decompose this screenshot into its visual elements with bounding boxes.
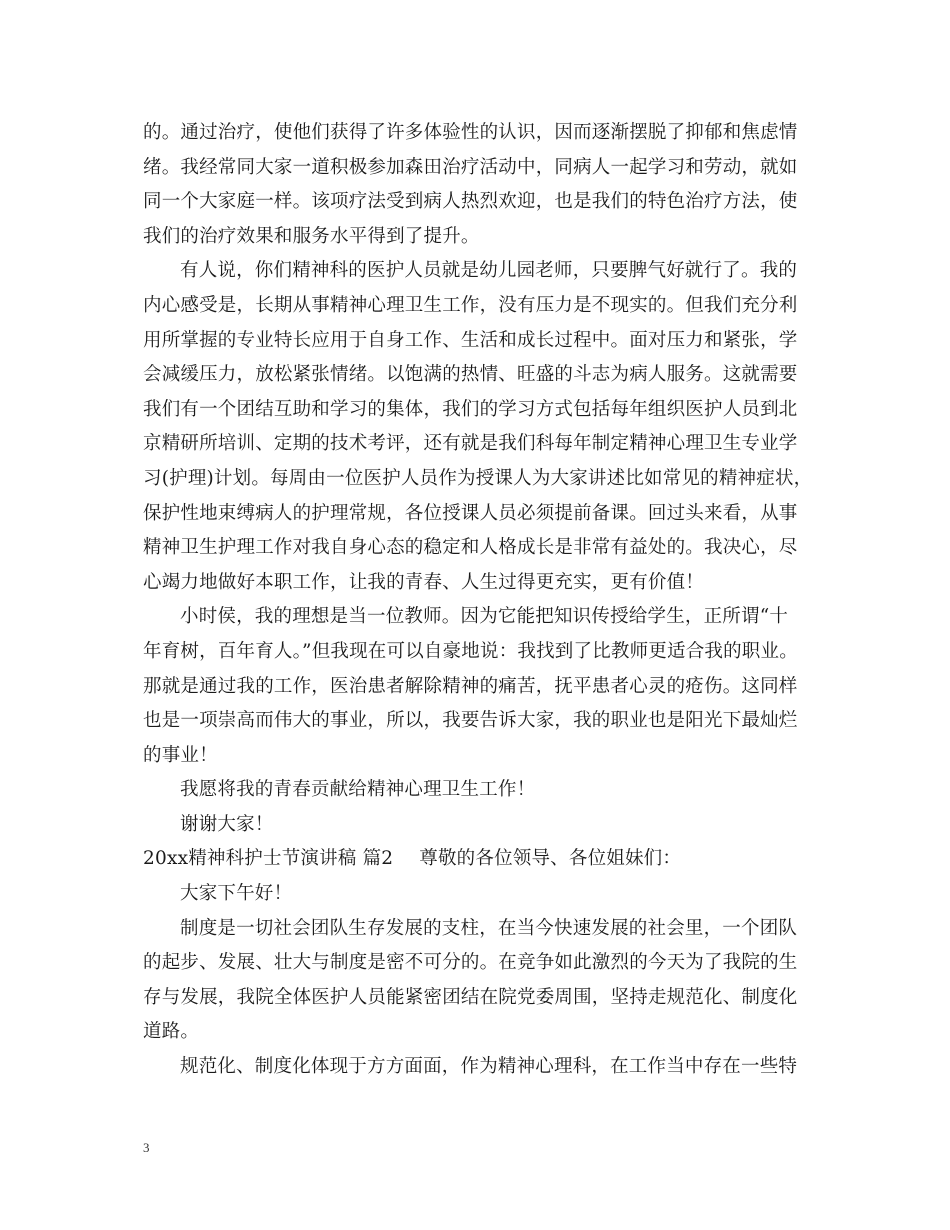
text-line: 内心感受是，长期从事精神心理卫生工作，没有压力是不现实的。但我们充分利 bbox=[143, 294, 798, 316]
text-line: 年育树，百年育人。”但我现在可以自豪地说：我找到了比教师更适合我的职业。 bbox=[143, 640, 798, 662]
text-line: 精神卫生护理工作对我自身心态的稳定和人格成长是非常有益处的。我决心，尽 bbox=[143, 537, 798, 559]
text-line: 我愿将我的青春贡献给精神心理卫生工作！ bbox=[180, 779, 536, 801]
text-line: 谢谢大家！ bbox=[180, 813, 274, 835]
text-line: 会减缓压力，放松紧张情绪。以饱满的热情、旺盛的斗志为病人服务。这就需要 bbox=[143, 364, 798, 386]
body-text bbox=[143, 116, 823, 1085]
text-line: 道路。 bbox=[143, 1021, 200, 1043]
text-line: 大家下午好！ bbox=[180, 883, 293, 905]
text-line: 习(护理)计划。每周由一位医护人员作为授课人为大家讲述比如常见的精神症状， bbox=[143, 467, 813, 489]
text-line: 我们的治疗效果和服务水平得到了提升。 bbox=[143, 225, 480, 247]
text-line: 制度是一切社会团队生存发展的支柱，在当今快速发展的社会里，一个团队 bbox=[180, 917, 798, 939]
text-line: 小时侯，我的理想是当一位教师。因为它能把知识传授给学生，正所谓“十 bbox=[180, 606, 789, 628]
text-line: 有人说，你们精神科的医护人员就是幼儿园老师，只要脾气好就行了。我的 bbox=[180, 260, 798, 282]
text-line: 也是一项崇高而伟大的事业，所以，我要告诉大家，我的职业也是阳光下最灿烂 bbox=[143, 710, 798, 732]
page-number: 3 bbox=[143, 1140, 150, 1155]
text-line: 京精研所培训、定期的技术考评，还有就是我们科每年制定精神心理卫生专业学 bbox=[143, 433, 798, 455]
section-title: 20xx精神科护士节演讲稿 篇2 bbox=[143, 848, 394, 870]
text-line: 的事业！ bbox=[143, 744, 218, 766]
text-line: 的起步、发展、壮大与制度是密不可分的。在竞争如此激烈的今天为了我院的生 bbox=[143, 952, 798, 974]
text-line: 心竭力地做好本职工作，让我的青春、人生过得更充实，更有价值！ bbox=[143, 571, 705, 593]
text-line: 我们有一个团结互助和学习的集体，我们的学习方式包括每年组织医护人员到北 bbox=[143, 398, 798, 420]
text-line: 同一个大家庭一样。该项疗法受到病人热烈欢迎，也是我们的特色治疗方法，使 bbox=[143, 191, 798, 213]
section-heading bbox=[143, 842, 823, 877]
text-line: 绪。我经常同大家一道积极参加森田治疗活动中，同病人一起学习和劳动，就如 bbox=[143, 156, 798, 178]
greeting: 尊敬的各位领导、各位姐妹们： bbox=[419, 848, 682, 870]
text-line: 用所掌握的专业特长应用于自身工作、生活和成长过程中。面对压力和紧张，学 bbox=[143, 329, 798, 351]
text-line: 规范化、制度化体现于方方面面，作为精神心理科，在工作当中存在一些特 bbox=[180, 1056, 798, 1078]
text-line: 存与发展，我院全体医护人员能紧密团结在院党委周围，坚持走规范化、制度化 bbox=[143, 986, 798, 1008]
text-line: 保护性地束缚病人的护理常规，各位授课人员必须提前备课。回过头来看，从事 bbox=[143, 502, 798, 524]
text-line: 的。通过治疗，使他们获得了许多体验性的认识，因而逐渐摆脱了抑郁和焦虑情 bbox=[143, 122, 798, 143]
text-line: 那就是通过我的工作，医治患者解除精神的痛苦，抚平患者心灵的疮伤。这同样 bbox=[143, 675, 798, 697]
